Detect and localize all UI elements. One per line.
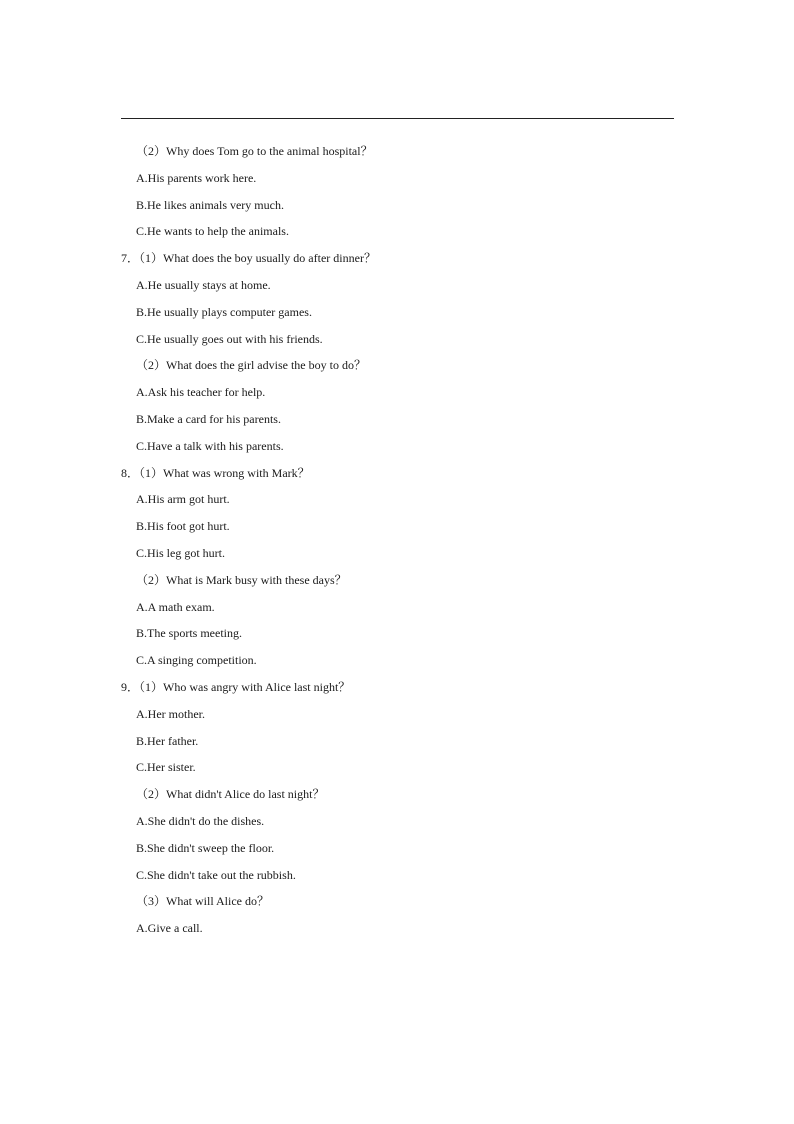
answer-option: C.Her sister. [136, 760, 196, 775]
answer-option: A.Ask his teacher for help. [136, 385, 266, 400]
answer-option: C.Have a talk with his parents. [136, 438, 284, 453]
header-rule [121, 118, 674, 119]
question-heading: 7．（1）What does the boy usually do after dinner？ [121, 251, 376, 266]
sub-question: （2）What does the girl advise the boy to do？ [136, 358, 366, 373]
answer-option: C.He wants to help the animals. [136, 224, 289, 239]
sub-question: （2）Why does Tom go to the animal hospital？ [136, 144, 373, 158]
sub-question: （2）What didn't Alice do last night？ [136, 787, 325, 802]
question-heading: 9．（1）Who was angry with Alice last night？ [121, 679, 351, 694]
answer-option: B.He usually plays computer games. [136, 304, 312, 319]
answer-option: A.She didn't do the dishes. [136, 813, 265, 828]
answer-option: A.Give a call. [136, 921, 203, 936]
answer-option: A.His arm got hurt. [136, 492, 230, 507]
answer-option: B.His foot got hurt. [136, 519, 230, 534]
answer-option: A.A math exam. [136, 599, 215, 614]
sub-question: （2）What is Mark busy with these days？ [136, 572, 347, 587]
answer-option: C.She didn't take out the rubbish. [136, 867, 296, 882]
sub-question: （3）What will Alice do？ [136, 894, 269, 909]
question-heading: 8．（1）What was wrong with Mark？ [121, 465, 310, 480]
answer-option: C.A singing competition. [136, 653, 257, 668]
answer-option: B.She didn't sweep the floor. [136, 840, 275, 855]
answer-option: B.Make a card for his parents. [136, 411, 281, 426]
answer-option: B.Her father. [136, 733, 199, 748]
answer-option: C.He usually goes out with his friends. [136, 331, 323, 346]
answer-option: A.His parents work here. [136, 170, 257, 185]
answer-option: B.The sports meeting. [136, 626, 242, 641]
answer-option: B.He likes animals very much. [136, 197, 284, 212]
answer-option: A.Her mother. [136, 706, 205, 721]
question-list [0, 141, 794, 945]
answer-option: C.His leg got hurt. [136, 545, 225, 560]
answer-option: A.He usually stays at home. [136, 277, 271, 292]
